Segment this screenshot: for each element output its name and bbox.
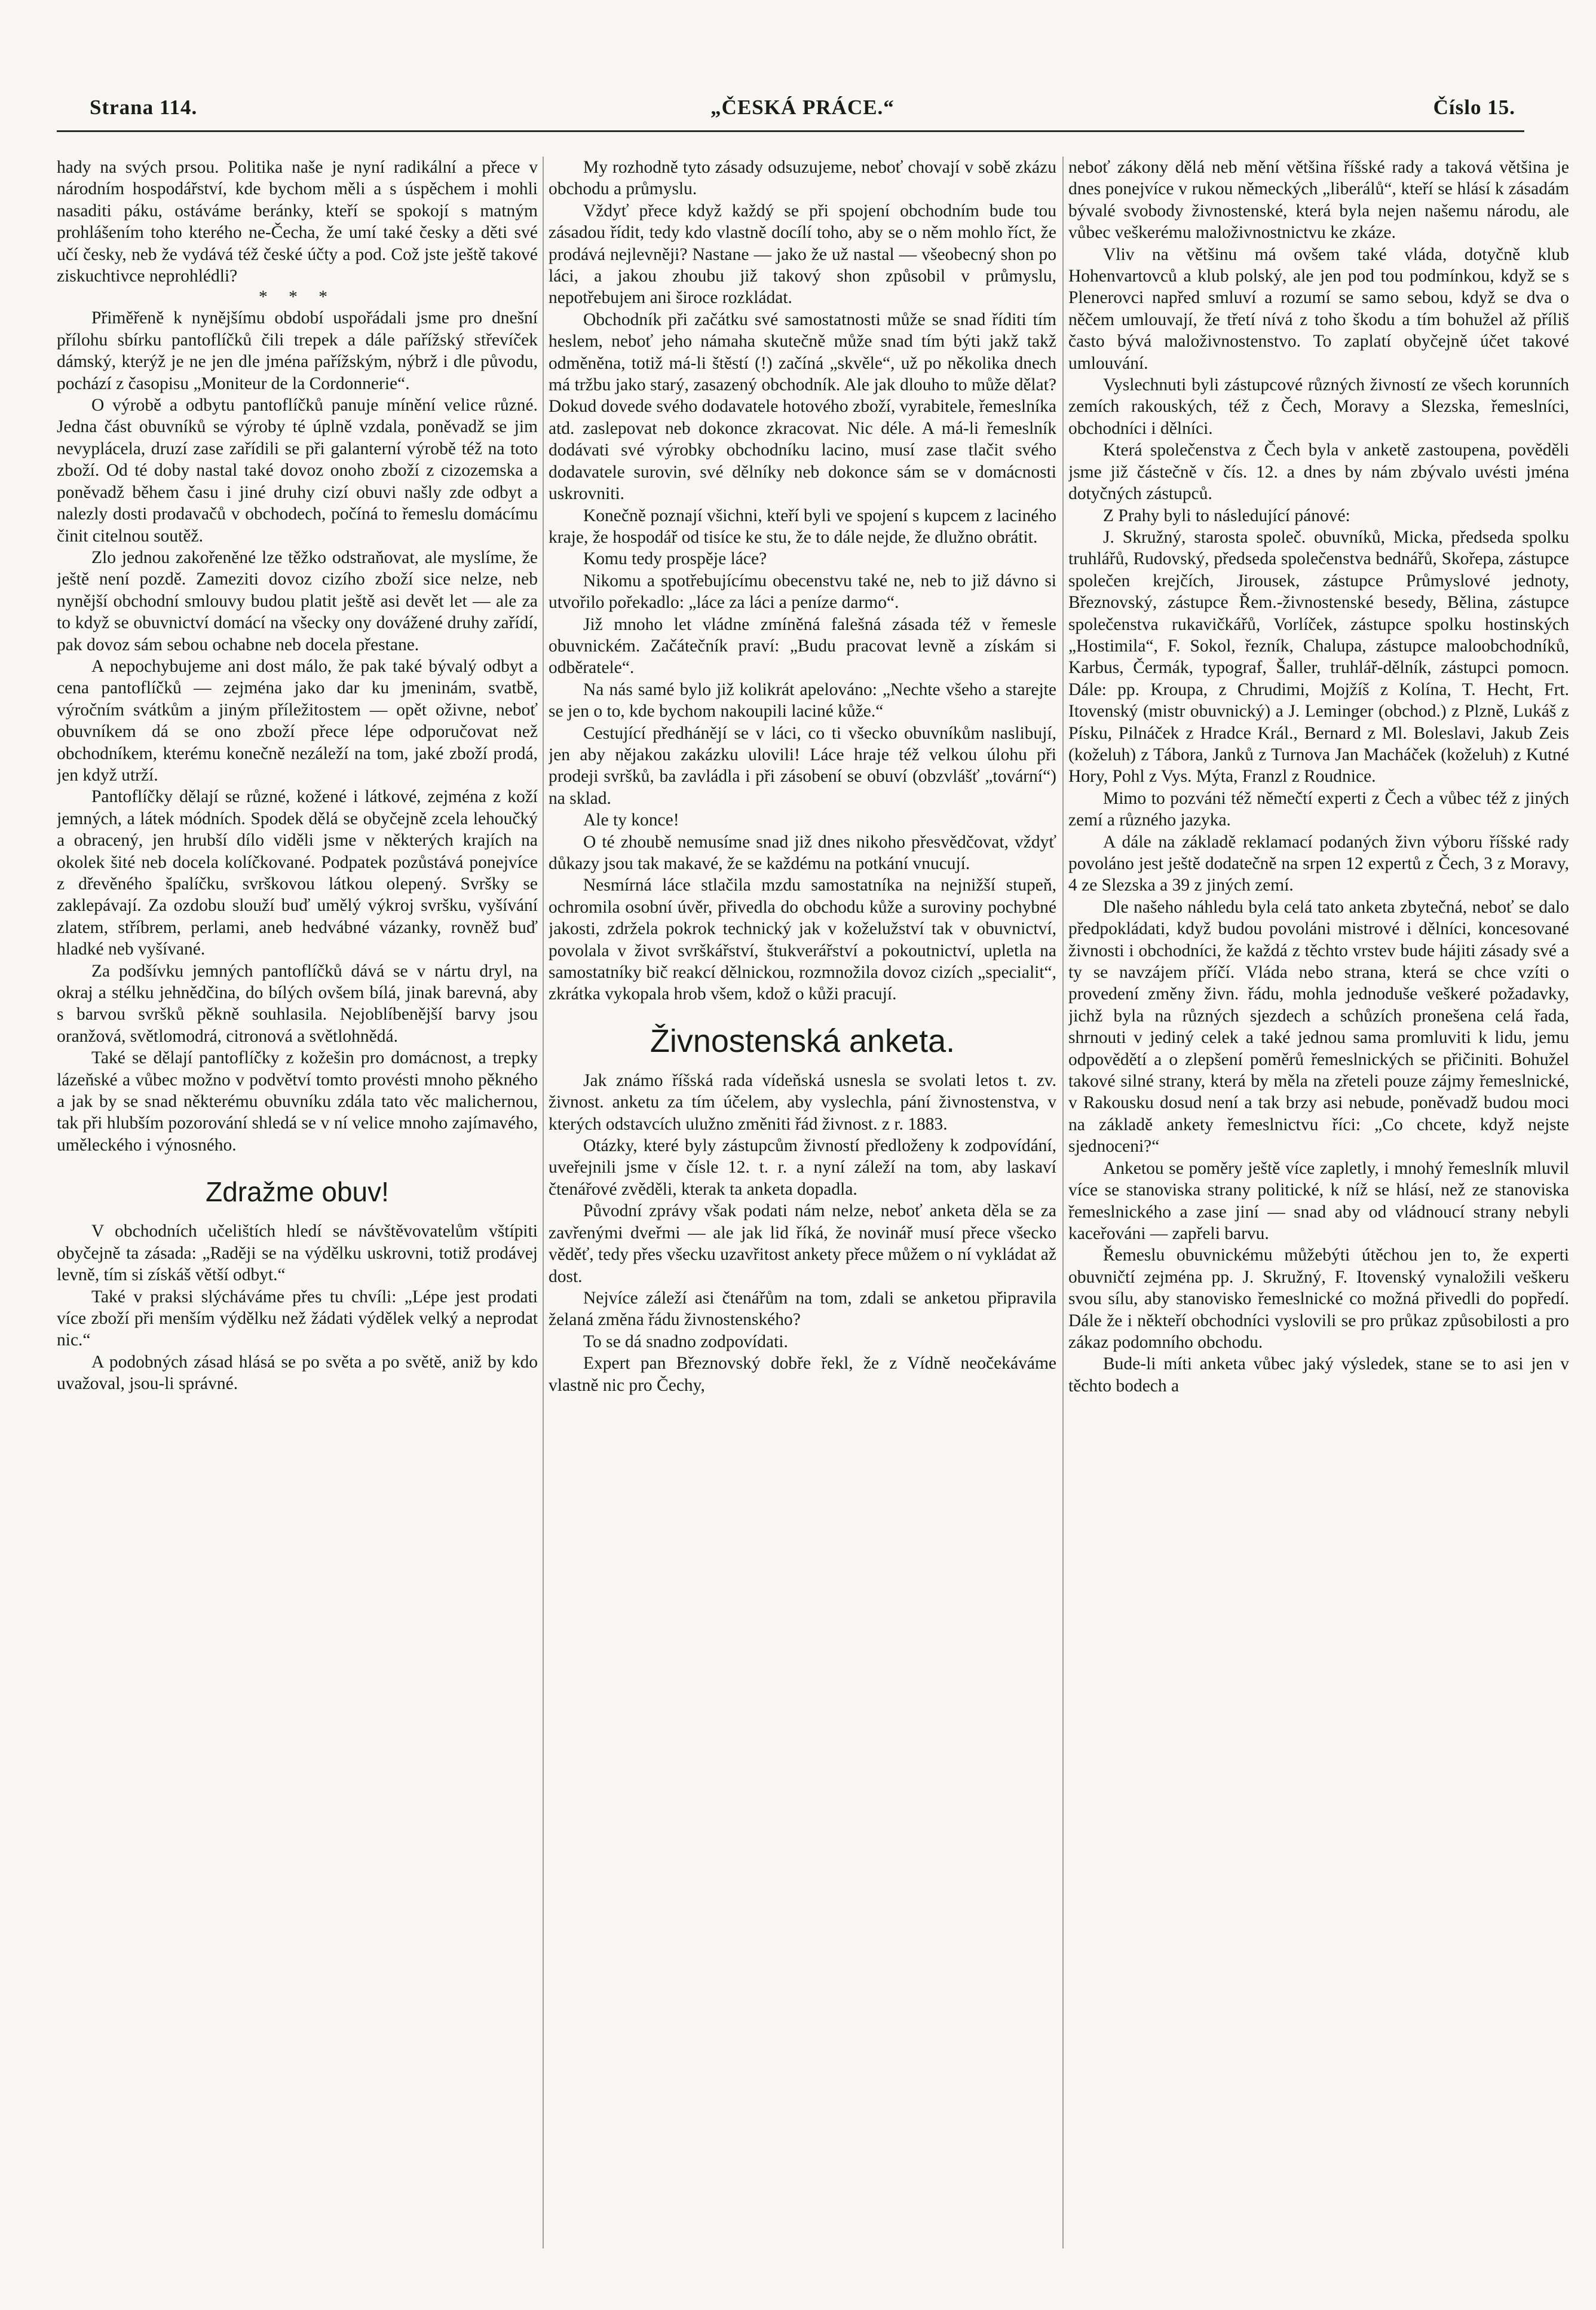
paragraph: Nesmírná láce stlačila mzdu samostatníka na nejnižší stupeň, ochromila osobní úvěr, přivedla do obchodu kůže a suroviny pochybné jakosti, zdržela pokrok technický jak v koželužství tak v obuvnictví, povolala v život svrškářství, štukverářství a pokoutnictví, upletla na samostatníky bič reakcí dělnickou, rozmnožila dovoz cizích „specialit“, zkrátka vykopala hrob všem, kdož o kůži pracují. (549, 876, 1056, 1004)
paragraph: My rozhodně tyto zásady odsuzujeme, neboť chovají v sobě zkázu obchodu a průmyslu. (549, 158, 1056, 199)
paragraph: Mimo to pozváni též němečtí experti z Čech a vůbec též z jiných zemí a různého jazyka. (1068, 788, 1569, 830)
paragraph: Přiměřeně k nynějšímu období uspořádali jsme pro dnešní přílohu sbírku pantoflíčků čili trepek a dále pařížský střevíček dámský, kterýž je ne jen dle jména pařížským, nýbrž i dle původu, pochází z časopisu „Moniteur de la Cordonnerie“. (57, 308, 538, 393)
paragraph: Zlo jednou zakořeněné lze těžko odstraňovat, ale myslíme, že ještě není pozdě. Zameziti dovoz cizího zboží sice nelze, neb nynější obchodní smlouvy budou platit ještě asi devět let — ale za to když se obuvnictví domácí na všecky ony dovážené druhy zařídí, pak dovoz sám sebou ochabne neb docela přestane. (57, 547, 538, 654)
page-header (90, 96, 1515, 126)
header-rule (57, 130, 1524, 132)
paragraph: V obchodních učelištích hledí se návštěvovatelům vštípiti obyčejně ta zásada: „Raději se na výdělku uskrovni, totiž prodávej levně, tím si získáš větší odbyt.“ (57, 1222, 538, 1285)
paragraph: Jak známo říšská rada vídeňská usnesla se svolati letos t. zv. živnost. anketu za tím účelem, aby vyslechla, pání živnostenstva, v kterých odstavcích ulužno změniti řád živnost. z r. 1883. (549, 1070, 1056, 1134)
column-1 (57, 157, 538, 2260)
paragraph: Pantoflíčky dělají se různé, kožené i látkové, zejména z koží jemných, a látek módních. Spodek dělá se obyčejně zcela lehoučký a obracený, jen hrubší dílo viděli jsme v některých krajích na okolek šité neb docela kolíčkované. Podpatek pozůstává ponejvíce z dřevěného špalíčku, svrškovou látkou olepený. Svršky se zaklepávají. Za ozdobu slouží buď umělý výkroj svršku, vyšívání zlatem, stříbrem, perlami, aneb hedvábné vázanky, rovněž buď hladké neb vyšívané. (57, 787, 538, 959)
paragraph: Komu tedy prospěje láce? (583, 549, 767, 569)
paragraph: Dle našeho náhledu byla celá tato anketa zbytečná, neboť se dalo předpokládati, když budou povoláni mistrové i dělníci, koncesované živnosti i obchodníci, že každá z těchto vrstev bude hájiti zásady své a ty se navzájem příčí. Vláda nebo strana, která se chce vzíti o provedení změny živn. řádu, mohla jednoduše veškeré požadavky, jichž byla na různých sjezdech a schůzích pronešena celá řada, shrnouti v jediný celek a také jednou sama promluviti k lidu, jemu odpovědětí a o zlepšení poměrů řemeslnických se přičiniti. Bohužel takové silné strany, která by měla na zřeteli pouze zájmy řemeslnické, v Rakousku dosud není a tak brzy asi nebude, poněvadž budou moci na základě ankety řemeslnictvu říci: „Co chcete, když nejste sjednoceni?“ (1068, 897, 1569, 1156)
paragraph: O výrobě a odbytu pantoflíčků panuje mínění velice různé. Jedna část obuvníků se výroby té úplně vzdala, poněvadž se jim nevyplácela, druzí zase zařídili se při galanterní výrobě též na toto zboží. Od té doby nastal také dovoz onoho zboží z cizozemska a poněvadž během času i jiné druhy cizí obuvi našly zde odbyt a nalezly dosti prodavačů v obchodech, počíná to řemeslu domácímu činit citelnou soutěž. (57, 396, 538, 546)
paragraph: Expert pan Březnovský dobře řekl, že z Vídně neočekáváme vlastně nic pro Čechy, (549, 1354, 1056, 1395)
article-heading: Zdražme obuv! (206, 1176, 389, 1208)
masthead-title: „ČESKÁ PRÁCE.“ (710, 96, 895, 119)
paragraph: Bude-li míti anketa vůbec jaký výsledek, stane se to asi jen v těchto bodech a (1068, 1354, 1569, 1396)
paragraph: To se dá snadno zodpovídati. (583, 1332, 788, 1351)
article-heading: Živnostenská anketa. (650, 1023, 955, 1059)
paragraph: Cestující předhánějí se v láci, co ti všecko obuvníkům naslibují, jen aby nějakou zakázku ulovili! Láce hraje též velkou úlohu při prodeji svršků, ba zavládla i při zásobení se obuví (obzvlášť „tovární“) na sklad. (549, 723, 1056, 808)
paragraph: Nikomu a spotřebujícímu obecenstvu také ne, neb to již dávno si utvořilo pořekadlo: „láce za láci a peníze darmo“. (549, 571, 1056, 613)
paragraph: A podobných zásad hlásá se po světa a po světě, aniž by kdo uvažoval, jsou-li správné. (57, 1352, 538, 1394)
column-3 (1068, 157, 1569, 2260)
column-2 (549, 157, 1056, 2260)
paragraph: Vliv na většinu má ovšem také vláda, dotyčně klub Hohenvartovců a klub polský, ale jen pod tou podmínkou, když se s Plenerovci napřed smluví a rozumí se samo sebou, když se dva o něčem umlouvají, že třetí nívá z toho škodu a tím bohužel až příliš často bývá maloživnostenstvo. To zaplatí obyčejně účet takové umlouvání. (1068, 244, 1569, 373)
paragraph: Také se dělají pantoflíčky z kožešin pro domácnost, a trepky lázeňské a vůbec možno v podvětví tomto provésti mnoho pěkného a jak by se snad některému obuvníku zdála tato věc malichernou, tak při hlubším pozorování shledá se v ní velice mnoho zajímavého, uměleckého i výnosného. (57, 1048, 538, 1155)
issue-number: Číslo 15. (1433, 96, 1515, 119)
paragraph: Nejvíce záleží asi čtenářům na tom, zdali se anketou připravila želaná změna řádu živnostenského? (549, 1288, 1056, 1330)
column-divider-2 (1062, 157, 1064, 2248)
paragraph: Vždyť přece když každý se při spojení obchodním bude tou zásadou řídit, tedy kdo vlastně docílí toho, aby se o něm mohlo říct, že prodává nejlevněji? Nastane — jako že už nastal — všeobecný shon po láci, a jakou zhoubu již takový shon způsobil v průmyslu, nepotřebujem ani široce rozkládat. (549, 201, 1056, 308)
paragraph: Původní zprávy však podati nám nelze, neboť anketa děla se za zavřenými dveřmi — ale jak lid říká, že novinář musí přece všecko věděť, tedy přes všecku uzavřitost ankety přece můžem o ní vykládat až dost. (549, 1201, 1056, 1286)
paragraph: Za podšívku jemných pantoflíčků dává se v nártu dryl, na okraj a stélku jehnědčina, do bílých ovšem bílá, jinak barevná, aby s barvou svršků pěkně souhlasila. Nejoblíbenější barvy jsou oranžová, světlomodrá, citronová a světlohnědá. (57, 961, 538, 1046)
paragraph: Ale ty konce! (583, 810, 679, 830)
paragraph: Která společenstva z Čech byla v anketě zastoupena, pověděli jsme již částečně v čís. 12. a dnes by nám zbývalo uvésti jména dotyčných zástupců. (1068, 440, 1569, 504)
paragraph: A dále na základě reklamací podaných živn výboru říšské rady povoláno jest ještě dodatečně na srpen 12 expertů z Čech, 3 z Moravy, 4 ze Slezska a 39 z jiných zemí. (1068, 832, 1569, 895)
column-divider-1 (543, 157, 544, 2248)
paragraph: Také v praksi slýcháváme přes tu chvíli: „Lépe jest prodati více zboží při menším výdělku než žádati výdělek velký a neprodat nic.“ (57, 1287, 538, 1350)
paragraph: Z Prahy byli to následující pánové: (1103, 506, 1350, 525)
paragraph: hady na svých prsou. Politika naše je nyní radikální a přece v národním hospodářství, kde bychom měli a s úspěchem i mohli nasaditi páku, ostáváme beránky, kteří se spokojí s matným prohlášením toho kterého ne-Čecha, že umí také česky a děti své učí česky, neb že vydává též české účty a pod. Což jste ještě takové ziskuchtivce neprohlédli? (57, 158, 538, 286)
paragraph: Na nás samé bylo již kolikrát apelováno: „Nechte všeho a starejte se jen o to, kde bychom nakoupili laciné kůže.“ (549, 680, 1056, 721)
paragraph: Již mnoho let vládne zmíněná falešná zásada též v řemesle obuvnickém. Začátečník praví: „Budu pracovat levně a získám si odběratele“. (549, 614, 1056, 678)
page-number: Strana 114. (90, 96, 198, 119)
paragraph: Řemeslu obuvnickému můžebýti útěchou jen to, že experti obuvničtí zejména pp. J. Skružný, F. Itovenský vynaložili veškeru svou sílu, aby stanovisko řemeslnické co možná přivedli do popředí. Dále že i někteří obchodníci vyslovili se pro průkaz způsobilosti a pro zákaz podomního obchodu. (1068, 1246, 1569, 1352)
paragraph: O té zhoubě nemusíme snad již dnes nikoho přesvědčovat, vždyť důkazy jsou tak makavé, že se každému na potkání vnucují. (549, 832, 1056, 873)
section-separator: * * * (259, 287, 336, 307)
paragraph: Vyslechnuti byli zástupcové různých živností ze všech korunních zemích rakouských, též z Čech, Moravy a Slezska, řemeslníci, obchodníci i dělníci. (1068, 375, 1569, 438)
paragraph: Anketou se poměry ještě více zapletly, i mnohý řemeslník mluvil více se stanoviska strany politické, k níž se hlásí, než ze stanoviska řemeslnického a zase jiní — snad aby od vládnoucí strany nebyli kaceřováni — zapřeli barvu. (1068, 1158, 1569, 1243)
paragraph: neboť zákony dělá neb mění většina říšské rady a taková většina je dnes ponejvíce v rukou německých „liberálů“, kteří se hlásí k zásadám bývalé svobody živnostenské, která byla nejen našemu národu, ale vůbec veškerému maloživnostnictvu ke zkáze. (1068, 158, 1569, 243)
paragraph: Obchodník při začátku své samostatnosti může se snad říditi tím heslem, neboť jeho námaha skutečně může snad tím býti jakž takž odměněna, totiž má-li štěstí (!) začíná „skvěle“, už po několika dnech má tržbu jako starý, zasazený obchodník. Ale jak dlouho to může dělat? Dokud dovede svého dodavatele hotového zboží, vyrabitele, řemeslníka atd. zaslepovat neb dokonce zkracovat. Nic déle. A má-li řemeslník dodávati své výrobky obchodníku lacino, musí zase tlačit svého dodavatele surovin, své dělníky neb dokonce sám se v domácnosti uskrovniti. (549, 310, 1056, 504)
paragraph: Otázky, které byly zástupcům živností předloženy k zodpovídání, uveřejnili jsme v čísle 12. t. r. a nyní záleží na tom, aby laskaví čtenářové zvěděli, kterak ta anketa dopadla. (549, 1136, 1056, 1199)
paragraph: Konečně poznají všichni, kteří byli ve spojení s kupcem z laciného kraje, že hospodář od tisíce ke stu, že to dále nejde, že dlužno obrátit. (549, 506, 1056, 547)
paragraph: A nepochybujeme ani dost málo, že pak také bývalý odbyt a cena pantoflíčků — zejména jako dar ku jmeninám, svatbě, výročním svátkům a jiným příležitostem — opět oživne, neboť obuvníkem dá se ono zboží přece lépe odporučovat než obchodníkem, kterému konečně nezáleží na tom, jaké zboží prodá, jen když utrží. (57, 656, 538, 785)
paragraph: J. Skružný, starosta společ. obuvníků, Micka, předseda spolku truhlářů, Rudovský, předseda společenstva bednářů, Skořepa, zástupce společen krejčích, Jirousek, zástupce Průmyslové jednoty, Březnovský, zástupce Řem.-živnostenské besedy, Bělina, zástupce společenstva rukavičkářů, Vorlíček, zástupce spolku hostinských „Hostimila“, F. Sokol, řezník, Chalupa, zástupce maloobchodníků, Karbus, Čermák, typograf, Šaller, truhlář-dělník, zástupci pomocn. Dále: pp. Kroupa, z Chrudimi, Mojžíš z Kolína, T. Hecht, Frt. Itovenský (mistr obuvnický) a J. Leminger (obchod.) z Plzně, Lukáš z Písku, Pilnáček z Hradce Král., Bernard z Ml. Boleslavi, Jakub Zeis (koželuh) z Tábora, Janků z Turnova Jan Macháček (koželuh) z Kutné Hory, Pohl z Vys. Mýta, Franzl z Roudnice. (1068, 527, 1569, 787)
